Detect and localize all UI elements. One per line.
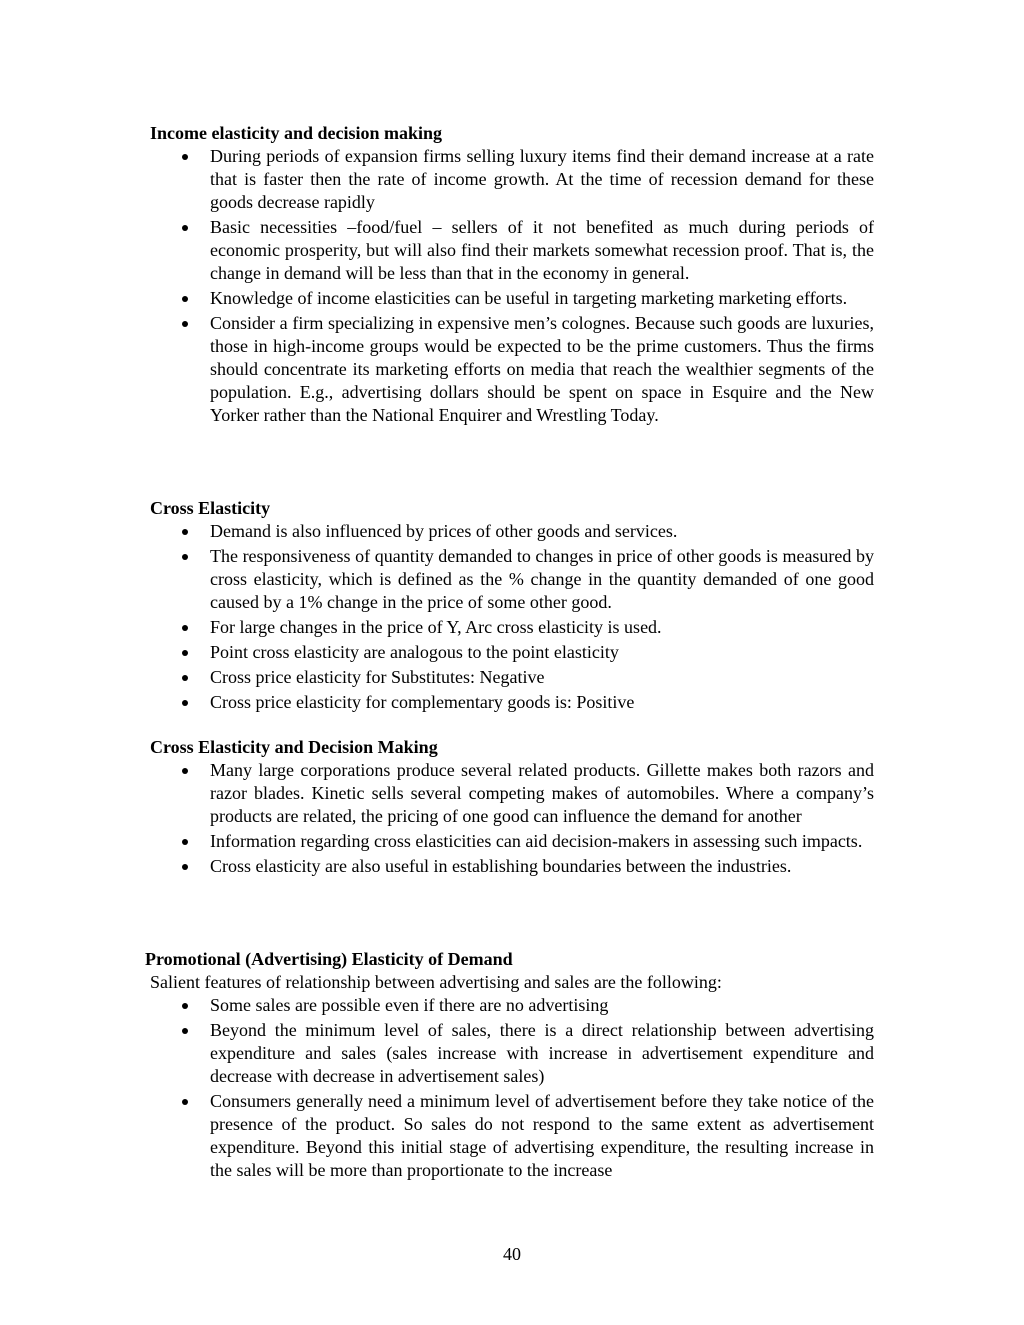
page-number: 40 xyxy=(503,1244,521,1264)
list-item xyxy=(150,216,874,285)
section-income-elasticity xyxy=(150,122,874,429)
bullet-icon xyxy=(182,1003,188,1009)
list-item xyxy=(150,994,874,1017)
section-heading: Cross Elasticity xyxy=(150,498,271,518)
section-intro: Salient features of relationship between advertising and sales are the following: xyxy=(150,972,722,992)
bullet-icon xyxy=(182,321,188,327)
list-item-text: Cross price elasticity for complementary goods is: Positive xyxy=(210,692,635,712)
list-item-text: Knowledge of income elasticities can be useful in targeting marketing marketing efforts. xyxy=(210,288,848,308)
bullet-icon xyxy=(182,768,188,774)
bullet-icon xyxy=(182,1028,188,1034)
bullet-icon xyxy=(182,700,188,706)
bullet-icon xyxy=(182,529,188,535)
bullet-icon xyxy=(182,839,188,845)
list-item-text: Demand is also influenced by prices of other goods and services. xyxy=(210,521,678,541)
list-item-text: Information regarding cross elasticities can aid decision-makers in assessing such impacts. xyxy=(210,831,863,851)
bullet-icon xyxy=(182,296,188,302)
list-item xyxy=(150,855,874,878)
list-item-text: For large changes in the price of Y, Arc cross elasticity is used. xyxy=(210,617,662,637)
list-item xyxy=(150,1090,874,1182)
list-item-text: Many large corporations produce several related products. Gillette makes both razors and razor blades. Kinetic sells several competing makes of automobiles. Where a company’s products are related, the pricing of one good can influence the demand for another xyxy=(210,760,874,826)
bullet-icon xyxy=(182,154,188,160)
bullet-icon xyxy=(182,650,188,656)
bullet-list xyxy=(150,520,874,714)
list-item xyxy=(150,287,874,310)
section-promotional-elasticity xyxy=(145,948,874,1184)
list-item xyxy=(150,641,874,664)
list-item-text: Consider a firm specializing in expensive men’s colognes. Because such goods are luxuries, those in high-income groups would be expected to be the prime customers. Thus the firms should concentrate its marketing efforts on media that reach the wealthier segments of the population. E.g., advertising dollars should be spent on space in Esquire and the New Yorker rather than the National Enquirer and Wrestling Today. xyxy=(210,313,874,425)
list-item xyxy=(150,145,874,214)
section-cross-elasticity xyxy=(150,497,874,716)
list-item xyxy=(150,545,874,614)
list-item-text: Cross price elasticity for Substitutes: Negative xyxy=(210,667,545,687)
list-item xyxy=(150,616,874,639)
list-item xyxy=(150,1019,874,1088)
bullet-icon xyxy=(182,864,188,870)
bullet-icon xyxy=(182,225,188,231)
bullet-list xyxy=(150,145,874,427)
list-item xyxy=(150,691,874,714)
list-item-text: The responsiveness of quantity demanded to changes in price of other goods is measured by cross elasticity, which is defined as the % change in the quantity demanded of one good caused by a 1% change in the price of some other good. xyxy=(210,546,874,612)
list-item-text: Consumers generally need a minimum level of advertisement before they take notice of the presence of the product. So sales do not respond to the same extent as advertisement expenditure. Beyond this initial stage of advertising expenditure, the resulting increase in the sales will be more than proportionate to the increase xyxy=(210,1091,874,1180)
list-item xyxy=(150,759,874,828)
section-heading: Promotional (Advertising) Elasticity of Demand xyxy=(145,949,513,969)
bullet-icon xyxy=(182,1099,188,1105)
list-item-text: Beyond the minimum level of sales, there is a direct relationship between advertising expenditure and sales (sales increase with increase in advertisement expenditure and decrease with decrease in advertisement sales) xyxy=(210,1020,874,1086)
bullet-icon xyxy=(182,625,188,631)
list-item-text: Point cross elasticity are analogous to the point elasticity xyxy=(210,642,619,662)
section-cross-elasticity-decision-making xyxy=(150,736,874,880)
bullet-list xyxy=(150,759,874,878)
list-item xyxy=(150,666,874,689)
list-item-text: Basic necessities –food/fuel – sellers of it not benefited as much during periods of economic prosperity, but will also find their markets somewhat recession proof. That is, the change in demand will be less than that in the economy in general. xyxy=(210,217,874,283)
bullet-icon xyxy=(182,554,188,560)
list-item xyxy=(150,312,874,427)
list-item-text: Cross elasticity are also useful in establishing boundaries between the industries. xyxy=(210,856,792,876)
bullet-icon xyxy=(182,675,188,681)
bullet-list xyxy=(145,994,874,1182)
list-item-text: During periods of expansion firms selling luxury items find their demand increase at a rate that is faster then the rate of income growth. At the time of recession demand for these goods decrease rapidly xyxy=(210,146,874,212)
list-item-text: Some sales are possible even if there are no advertising xyxy=(210,995,609,1015)
list-item xyxy=(150,830,874,853)
section-heading: Income elasticity and decision making xyxy=(150,123,443,143)
section-heading: Cross Elasticity and Decision Making xyxy=(150,737,438,757)
list-item xyxy=(150,520,874,543)
